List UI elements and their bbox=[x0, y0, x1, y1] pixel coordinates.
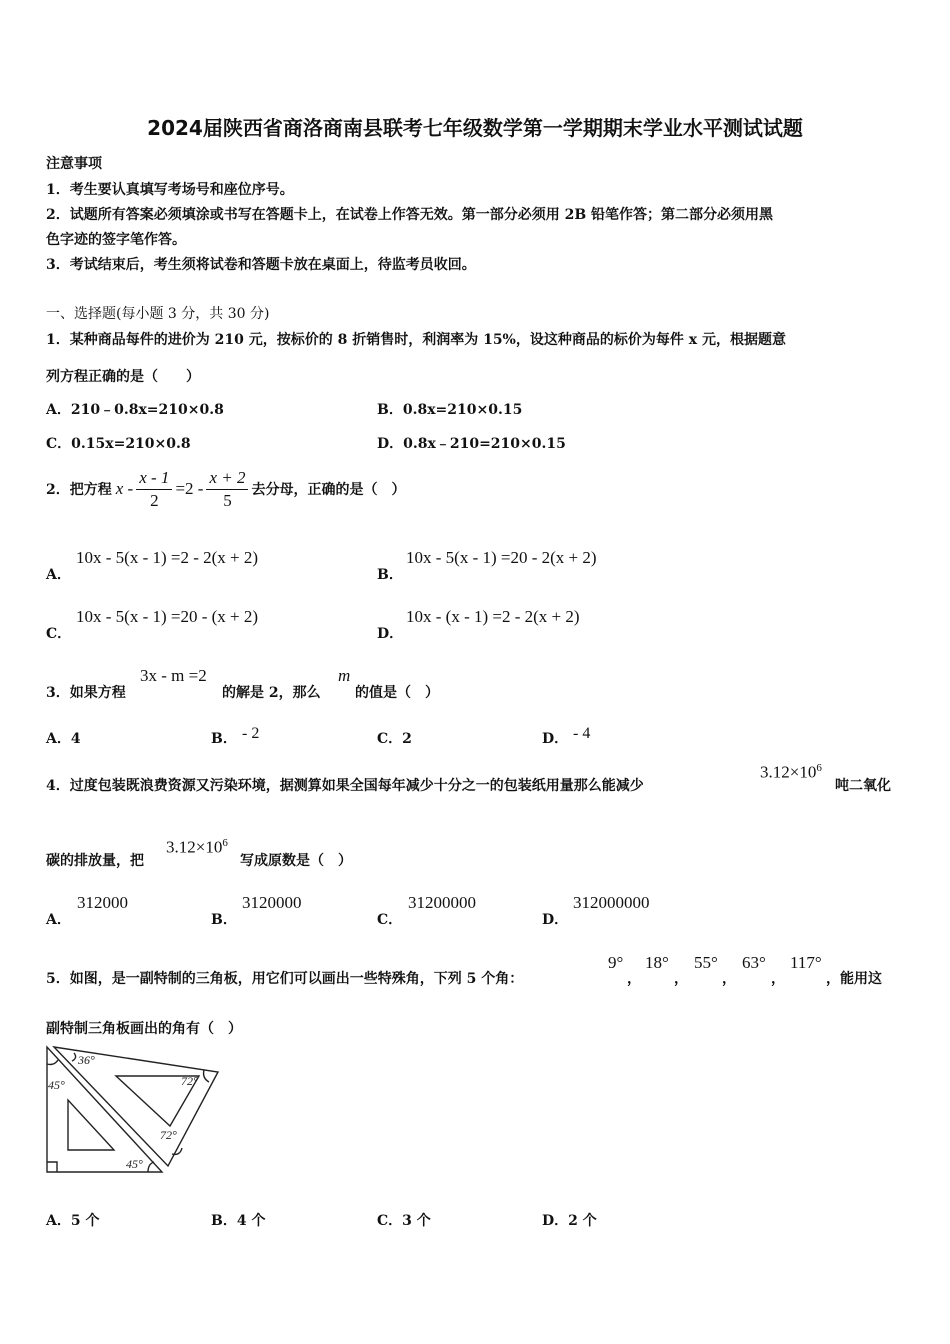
q1-option-c: C．0.15x=210×0.8 bbox=[46, 436, 191, 452]
q2-option-b: 10x - 5(x - 1) =20 - 2(x + 2) bbox=[406, 548, 597, 567]
q2-prefix: 2．把方程 bbox=[46, 482, 112, 498]
q4-number-2-exponent: 6 bbox=[222, 837, 228, 849]
q5-angle-2: 18° bbox=[645, 953, 669, 972]
q3-option-c: C．2 bbox=[377, 731, 412, 747]
angle-arc-72-right bbox=[204, 1070, 209, 1082]
angle-arc-36 bbox=[72, 1053, 76, 1061]
q3-option-d: - 4 bbox=[573, 725, 591, 742]
q3-variable: m bbox=[338, 666, 351, 685]
triangle-ruler-45-outer bbox=[47, 1047, 162, 1172]
q3-prefix: 3．如果方程 bbox=[46, 685, 126, 701]
q5-figure bbox=[44, 1044, 224, 1180]
notes-heading: 注意事项 bbox=[46, 156, 102, 172]
q2-fraction-2 bbox=[206, 469, 248, 510]
q4-option-c: 31200000 bbox=[408, 893, 476, 912]
q4-option-a: 312000 bbox=[77, 893, 128, 912]
q1-option-a: A．210﹣0.8x=210×0.8 bbox=[46, 402, 224, 418]
angle-arc-45-top bbox=[47, 1060, 58, 1065]
q5-option-d: D．2 个 bbox=[542, 1213, 597, 1229]
q3-option-a: A．4 bbox=[46, 731, 81, 747]
figure-label-72-right: 72° bbox=[181, 1074, 198, 1088]
right-angle-marker bbox=[47, 1162, 57, 1172]
q5-stem-suffix: ，能用这 bbox=[826, 971, 882, 987]
q4-option-d: 312000000 bbox=[573, 893, 650, 912]
page-title: 2024届陕西省商洛商南县联考七年级数学第一学期期末学业水平测试试题 bbox=[147, 116, 803, 140]
figure-label-36: 36° bbox=[78, 1053, 95, 1067]
notes-item-3: 3．考试结束后，考生须将试卷和答题卡放在桌面上，待监考员收回。 bbox=[46, 257, 476, 273]
q2-option-c: 10x - 5(x - 1) =20 - (x + 2) bbox=[76, 607, 259, 626]
figure-label-72-bottom: 72° bbox=[160, 1128, 177, 1142]
q2-option-a: 10x - 5(x - 1) =2 - 2(x + 2) bbox=[76, 548, 259, 567]
q3-option-b: - 2 bbox=[242, 725, 260, 742]
q1-option-b: B．0.8x=210×0.15 bbox=[377, 402, 523, 418]
angle-arc-45-bottom bbox=[148, 1162, 154, 1172]
q5-separator-1: ， bbox=[627, 971, 641, 987]
q5-angle-1: 9° bbox=[608, 953, 624, 972]
q1-option-d: D．0.8x﹣210=210×0.15 bbox=[377, 436, 566, 452]
q4-number-2-base: 3.12×10 bbox=[166, 837, 223, 857]
q5-option-c: C．3 个 bbox=[377, 1213, 431, 1229]
q5-option-a: A．5 个 bbox=[46, 1213, 100, 1229]
q5-separator-4: ， bbox=[771, 971, 785, 987]
q5-separator-3: ， bbox=[722, 971, 736, 987]
triangle-rulers-figure bbox=[44, 1044, 224, 1176]
q4-stem-line-2-suffix: 写成原数是（ ） bbox=[240, 853, 352, 869]
q1-stem-line-2: 列方程正确的是（ ） bbox=[46, 369, 200, 385]
q2-option-a-label: A． bbox=[46, 567, 71, 583]
q2-option-b-label: B． bbox=[377, 567, 403, 583]
q2-fraction-1-denominator: 2 bbox=[150, 490, 159, 510]
q2-suffix: 去分母，正确的是（ ） bbox=[251, 482, 406, 498]
q2-fraction-2-denominator: 5 bbox=[223, 490, 232, 510]
notes-item-1: 1．考生要认真填写考场号和座位序号。 bbox=[46, 182, 294, 198]
q3-option-d-label: D． bbox=[542, 731, 569, 747]
q4-number-1-exponent: 6 bbox=[816, 762, 822, 774]
figure-label-45-bottom: 45° bbox=[126, 1157, 143, 1171]
q4-option-a-label: A． bbox=[46, 912, 71, 928]
q2-fraction-2-numerator: x + 2 bbox=[206, 469, 248, 490]
q3-option-b-label: B． bbox=[211, 731, 237, 747]
q4-option-c-label: C． bbox=[377, 912, 403, 928]
q2-option-d: 10x - (x - 1) =2 - 2(x + 2) bbox=[406, 607, 580, 626]
q2-fraction-1-numerator: x - 1 bbox=[136, 469, 172, 490]
q2-eq-mid: =2 - bbox=[175, 479, 204, 498]
q3-equation: 3x - m =2 bbox=[140, 666, 207, 685]
triangle-ruler-45-inner bbox=[68, 1100, 114, 1150]
q2-stem bbox=[46, 466, 405, 512]
notes-item-2-line-1: 2．试题所有答案必须填涂或书写在答题卡上，在试卷上作答无效。第一部分必须用 2B 铅笔作答；第二部分必须用黑 bbox=[46, 207, 774, 223]
q2-eq-left: x - bbox=[115, 479, 134, 498]
q2-option-c-label: C． bbox=[46, 626, 72, 642]
q4-number-2 bbox=[166, 837, 228, 858]
q3-mid: 的解是 2，那么 bbox=[222, 685, 321, 701]
q5-stem-line-2: 副特制三角板画出的角有（ ） bbox=[46, 1021, 242, 1037]
q4-option-b: 3120000 bbox=[242, 893, 302, 912]
q4-option-b-label: B． bbox=[211, 912, 237, 928]
q3-suffix: 的值是（ ） bbox=[355, 685, 439, 701]
notes-item-2-line-2: 色字迹的签字笔作答。 bbox=[46, 232, 186, 248]
q2-option-d-label: D． bbox=[377, 626, 404, 642]
q5-angle-5: 117° bbox=[790, 953, 822, 972]
q5-angle-3: 55° bbox=[694, 953, 718, 972]
q2-fraction-1 bbox=[136, 469, 172, 510]
q4-stem-line-1: 4．过度包装既浪费资源又污染环境，据测算如果全国每年减少十分之一的包装纸用量那么能减少 bbox=[46, 778, 644, 794]
q1-stem-line-1: 1．某种商品每件的进价为 210 元，按标价的 8 折销售时，利润率为 15%，设这种商品的标价为每件 x 元，根据题意 bbox=[46, 332, 786, 348]
q4-number-1-base: 3.12×10 bbox=[760, 762, 817, 782]
q5-stem-prefix: 5．如图，是一副特制的三角板，用它们可以画出一些特殊角，下列 5 个角： bbox=[46, 971, 524, 987]
q5-option-b: B．4 个 bbox=[211, 1213, 266, 1229]
q4-stem-line-1-end: 吨二氧化 bbox=[835, 778, 891, 794]
q5-angle-4: 63° bbox=[742, 953, 766, 972]
q4-stem-line-2-prefix: 碳的排放量，把 bbox=[46, 853, 144, 869]
q4-number-1 bbox=[760, 762, 822, 783]
q5-separator-2: ， bbox=[674, 971, 688, 987]
q4-option-d-label: D． bbox=[542, 912, 569, 928]
figure-label-45-top: 45° bbox=[48, 1078, 65, 1092]
section-heading: 一、选择题(每小题 3 分，共 30 分) bbox=[46, 306, 270, 322]
